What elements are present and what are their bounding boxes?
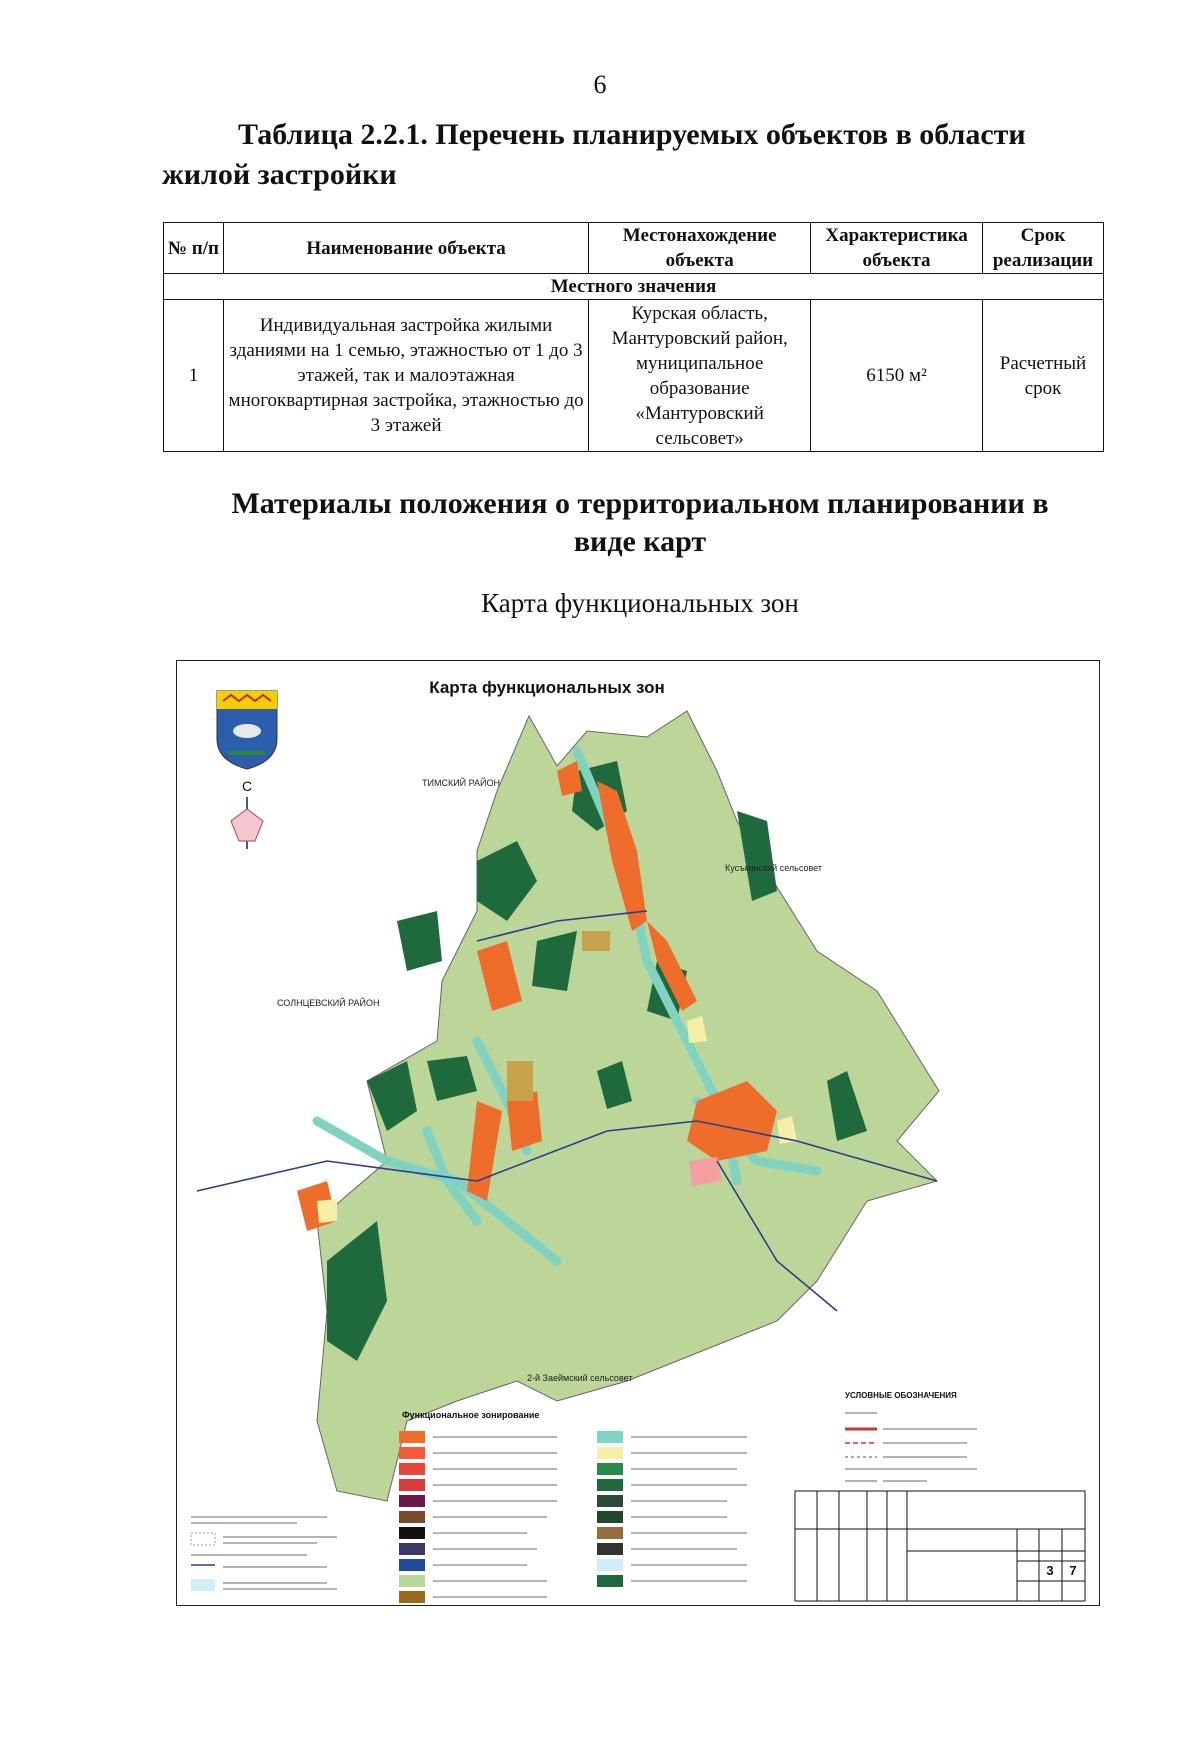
header-characteristic: Характеристика объекта (811, 223, 983, 274)
row-location: Курская область, Мантуровский район, муниципальное образование «Мантуровский сельсовет» (589, 300, 811, 452)
map-title: Карта функциональных зон (429, 678, 665, 697)
header-location: Местонахождение объекта (589, 223, 811, 274)
label-tim-district: ТИМСКИЙ РАЙОН (422, 778, 501, 788)
svg-text:Функциональное зонирование: Функциональное зонирование (402, 1410, 540, 1420)
legend-functional-zoning (399, 1410, 747, 1603)
header-name: Наименование объекта (223, 223, 588, 274)
row-characteristic: 6150 м² (811, 300, 983, 452)
table-row (164, 300, 1104, 452)
svg-text:С: С (241, 778, 253, 794)
legend-forest-fund (191, 1509, 371, 1599)
sheet-number: 3 (1046, 1563, 1054, 1578)
coat-of-arms-icon (217, 691, 277, 769)
header-number: № п/п (164, 223, 224, 274)
title-block (795, 1491, 1085, 1601)
header-term: Срок реализации (983, 223, 1104, 274)
label-zaymsky-council: 2-й Заеймский сельсовет (527, 1373, 633, 1383)
svg-text:УСЛОВНЫЕ ОБОЗНАЧЕНИЯ: УСЛОВНЫЕ ОБОЗНАЧЕНИЯ (845, 1391, 957, 1400)
sheet-total: 7 (1069, 1563, 1077, 1578)
label-kusky-council: Кусъкинский сельсовет (725, 863, 822, 873)
label-solnce-district: СОЛНЦЕВСКИЙ РАЙОН (277, 998, 380, 1008)
section-title: Материалы положения о территориальном планировании в виде карт (231, 487, 1049, 558)
row-name: Индивидуальная застройка жилыми зданиями на 1 семью, этажностью от 1 до 3 этажей, так и малоэтажная многоквартирная застройка, этажностью до 3 этажей (223, 300, 588, 452)
group-label: Местного значения (164, 274, 1104, 300)
map-caption: Карта функциональных зон (481, 588, 799, 618)
row-term: Расчетный срок (983, 300, 1104, 452)
functional-zones-map (176, 660, 1100, 1606)
legend-conditions (845, 1391, 977, 1481)
table-title: Таблица 2.2.1. Перечень планируемых объектов в области жилой застройки (162, 118, 1026, 191)
north-arrow-icon (231, 778, 263, 849)
objects-table (163, 222, 1104, 452)
page-number: 6 (593, 70, 607, 99)
row-number: 1 (164, 300, 224, 452)
